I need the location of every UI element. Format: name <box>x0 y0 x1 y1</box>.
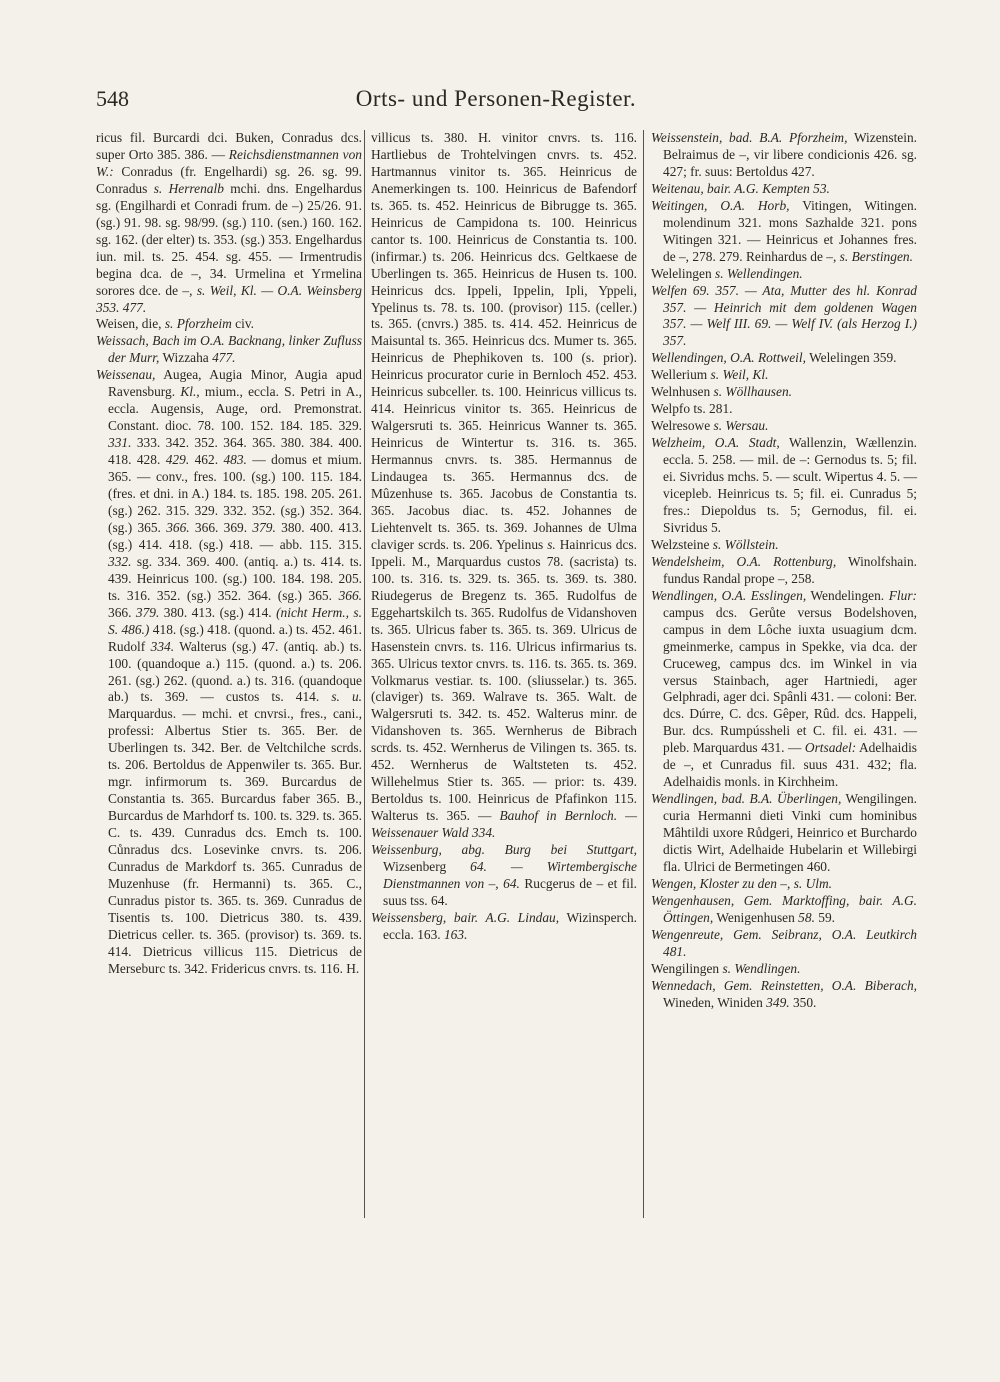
column-rule <box>643 130 644 1218</box>
entry-text: Wizsenberg <box>383 858 471 874</box>
italic-text: (nicht Herm., s. S. 486.) <box>108 604 362 637</box>
italic-text: Ortsadel: <box>804 740 857 756</box>
entry-text: 462. <box>189 452 224 468</box>
index-entry <box>96 333 362 367</box>
index-entry <box>651 537 917 554</box>
entry-text: Winolfshain. fundus Randal prope –, 258. <box>663 553 917 586</box>
entry-text: Rucgerus de – et fil. suus tss. 64. <box>383 875 638 908</box>
entry-text: campus dcs. Gerůte versus Bodelshoven, campus in dem Lôche iuxta usuagium dcm. gmeinmerke, campus in Spekke, via dca. der Cruceweg, campus dcs. im Winkel in via versus Stainbach, ager Hartniedi, ager Gelphradi, ager dci. Spânli 431. — coloni: Ber. dcs. Dúrre, C. dcs. Gêper, Rûd. dcs. Happeli, Bur. dcs. Rumpússheli et C. fil. ei. 431. — pleb. Marquardus 431. — <box>663 604 917 756</box>
index-entry <box>651 266 917 283</box>
italic-text: s. Weil, Kl. <box>710 367 769 383</box>
entry-text: Wineden, Winiden <box>663 994 767 1010</box>
entry-text: Wallenzin, Wællenzin. eccla. 5. 258. — mil. de –: Gernodus ts. 5; fil. ei. Sivridus mchs. 5. — scult. Wipertus 4. 5. — vicepleb. Heinricus ts. 5; fil. ei. Cunradus 5; fres.: Diepoldus ts. 5; Gernodus, fil. ei. Sivridus 5. <box>663 435 917 535</box>
index-entry <box>651 588 917 791</box>
entry-text: Vitingen, Witingen. molendinum 321. mons Sazhalde 321. pons Witingen 321. — Heinricus et Johannes fres. de –, 278. 279. Reinhardus de –, <box>663 197 917 264</box>
italic-text: s. Wellendingen. <box>715 265 803 281</box>
index-column-2 <box>371 130 637 944</box>
italic-text: Wendlingen, O.A. Esslingen, <box>651 587 807 603</box>
index-entry <box>651 791 917 876</box>
italic-text: 366. <box>166 519 190 535</box>
entry-text: villicus ts. 380. H. vinitor cnvrs. ts. 116. Hartliebus de Trohtelvingen cnvrs. ts. 452. Hartmannus vinitor ts. 365. Heinricus de Anemerkingen ts. 100. Heinricus de Bafendorf ts. 365. ts. 452. Heinricus de Bibrugge ts. 365. Heinricus de Campidona ts. 100. Heinricus cantor ts. 100. Heinricus de Constantia ts. 100. (infirmar.) ts. 206. Heinricus dcs. Geltkaese de Uberlingen ts. 365. Heinricus de Husen ts. 100. Heinricus dcs. Ippeli, Ippelin, Ipli, Yppeli, Ypelinus ts. 78. ts. 100. (provisor) 115. (celler.) ts. 365. (cnvrs.) 385. ts. 414. 452. Heinricus de Maisuntal ts. 365. Heinricus dcs. Mumer ts. 365. Heinricus de Phephikoven ts. 100 (s. prior). Heinricus procurator curie in Bernloch 452. 453. Heinricus subceller. ts. 100. Heinricus villicus ts. 414. Heinricus vinitor ts. 365. Heinricus de Walgersruti ts. 365. Heinricus Wanner ts. 365. Heinricus de Wintertur ts. 316. ts. 365. Hermannus cnvrs. ts. 385. Hermannus de Lindaugea ts. 365. Hermannus dcs. de Mûzenhuse ts. 365. Jacobus de Constantia ts. 365. Jacobus diac. ts. 452. Johannes de Liehtenvelt ts. 365. ts. 369. Johannes de Ulma claviger scrds. ts. 206. Ypelinus <box>371 130 637 552</box>
entry-text: 380. 413. (sg.) 414. <box>159 604 277 620</box>
index-entry <box>651 435 917 537</box>
index-entry <box>651 978 917 1012</box>
entry-text: 350. <box>789 994 817 1010</box>
index-entry <box>371 910 637 944</box>
entry-text: Welnhusen <box>651 384 714 400</box>
italic-text: 334. <box>150 638 175 654</box>
entry-text: 418. (sg.) 418. (quond. a.) ts. 452. 461. Rudolf <box>108 621 362 654</box>
italic-text: 331. <box>108 435 132 451</box>
column-rule <box>364 130 365 1218</box>
entry-text: 366. <box>108 604 136 620</box>
italic-text: 379. <box>135 604 160 620</box>
entry-text: Welelingen <box>651 265 715 281</box>
entry-text: Wizzaha <box>159 350 213 366</box>
italic-text: Weissensberg, bair. A.G. Lindau, <box>371 909 560 925</box>
italic-text: 163. <box>443 926 468 942</box>
index-entry <box>651 401 917 418</box>
entry-text: Welelingen 359. <box>805 350 897 366</box>
italic-text: s. Wöllstein. <box>712 536 779 552</box>
italic-text: s. u. <box>331 689 362 705</box>
entry-text: Welresowe <box>651 418 714 434</box>
page-number: 548 <box>96 86 129 111</box>
entry-text: sg. 334. 369. 400. (antiq. a.) ts. 414. ts. 439. Heinricus 100. (sg.) 100. 184. 198. 205. ts. 316. 352. (sg.) 352. 364. (sg.) 365. <box>108 553 362 603</box>
entry-text: ricus fil. Burcardi dci. Buken, Conradus dcs. super Orto 385. 386. — <box>96 130 362 162</box>
italic-text: 477. <box>212 350 236 366</box>
italic-text: s. Wersau. <box>713 418 769 434</box>
entry-text: Welzsteine <box>651 536 713 552</box>
italic-text: Wendlingen, bad. B.A. Überlingen, <box>651 791 842 807</box>
entry-text: Weisen, die, <box>96 316 165 332</box>
italic-text: Weissach, Bach im O.A. Backnang, linker Zufluss der Murr, <box>96 333 362 366</box>
entry-text: Conradus (fr. Engelhardi) sg. 26. sg. 99. Conradus <box>96 163 362 196</box>
italic-text: 429. <box>165 452 190 468</box>
italic-text: Wellendingen, O.A. Rottweil, <box>651 350 806 366</box>
italic-text: Reichsdienstmannen von W.: <box>96 146 363 179</box>
entry-text: 380. 400. 413. (sg.) 414. 418. (sg.) 418. — abb. 115. 315. <box>108 519 363 552</box>
entry-text: Walterus (sg.) 47. (antiq. ab.) ts. 100. (quandoque a.) 115. (quond. a.) ts. 206. 261. (sg.) 262. (quond. a.) ts. 316. (quandoque ab.) ts. 369. — custos ts. 414. <box>108 638 363 705</box>
index-entry <box>651 198 917 266</box>
italic-text: s. Wendlingen. <box>722 960 801 976</box>
italic-text: Wengenreute, Gem. Seibranz, O.A. Leutkirch 481. <box>651 926 917 959</box>
italic-text: Wengen, Kloster zu den –, s. Ulm. <box>651 875 833 891</box>
entry-text: 59. <box>814 909 836 925</box>
entry-text: Wengilingen. curia Hermanni dieti Vinki cum hominibus Mâhtildi uxore Růdgeri, Heinrico et Burchardo dictis Wirt, Adelhaide Hubelarin et Willebirgi fla. Ulrici de Bermetingen 460. <box>663 791 917 874</box>
index-entry <box>371 842 637 910</box>
index-entry <box>651 893 917 927</box>
italic-text: 332. <box>108 553 132 569</box>
entry-text: Hainricus dcs. Ippeli. M., Marquardus custos 78. (sacrista) ts. 100. ts. 316. ts. 329. ts. 365. ts. 369. ts. 380. Riudegerus de Bregenz ts. 365. Rudolfus de Eggehartskilch ts. 365. Rudolfus de Vidanshoven ts. 365. Ulricus faber ts. 365. ts. 369. Ulricus de Hasenstein cnvrs. ts. 116. Ulricus infirmarius ts. 365. Ulricus textor cnvrs. ts. 116. ts. 365. ts. 369. Volkmarus vestiar. ts. 100. (sliusselar.) ts. 365. (claviger) ts. 369. Walrave ts. 365. Walt. de Walgersruti ts. 342. ts. 452. Walterus minr. de Vidanshoven ts. 365. Wernherus de Bibrach scrds. ts. 452. Wernherus de Vilingen ts. 365. ts. 452. Wernherus de Waltsteten ts. 452. Willehelmus Stier ts. 365. — prior: ts. 439. Bertoldus ts. 100. Heinricus de Pfafinkon 115. Walterus ts. 365. — <box>371 536 637 824</box>
index-entry <box>651 283 917 351</box>
entry-text: Wenigenhusen <box>713 909 799 925</box>
page-header <box>96 86 896 120</box>
index-entry <box>96 316 362 333</box>
index-column-1 <box>96 130 362 978</box>
entry-text: Wizenstein. Belraimus de –, vir libere condicionis 426. sg. 427; fr. suus: Bertoldus 427. <box>663 130 917 179</box>
italic-text: Weissenstein, bad. B.A. Pforzheim, <box>651 130 848 145</box>
index-entry-continuation <box>371 130 637 842</box>
index-entry <box>651 384 917 401</box>
italic-text: Weissenburg, abg. Burg bei Stuttgart, <box>371 842 637 858</box>
index-entry <box>651 876 917 893</box>
italic-text: Weitingen, O.A. Horb, <box>651 197 790 213</box>
entry-text: Wizinsperch. eccla. 163. <box>383 909 637 942</box>
running-title: Orts- und Personen-Register. <box>355 86 637 111</box>
italic-text: 58. <box>798 909 815 925</box>
italic-text: 483. <box>223 452 247 468</box>
index-entry <box>651 927 917 961</box>
entry-text: Wengilingen <box>651 960 723 976</box>
italic-text: s. Pforzheim <box>164 316 232 332</box>
italic-text: Flur: <box>888 587 917 603</box>
index-entry <box>96 367 362 977</box>
index-entry <box>651 181 917 198</box>
entry-text: 366. 369. <box>189 519 253 535</box>
index-entry <box>651 350 917 367</box>
italic-text: Wennedach, Gem. Reinstetten, O.A. Biberach, <box>651 977 917 993</box>
italic-text: s. <box>547 536 556 552</box>
entry-text: Augea, Augia Minor, Augia apud Ravensburg. <box>108 367 362 400</box>
index-entry <box>651 130 917 181</box>
italic-text: Welzheim, O.A. Stadt, <box>651 435 780 451</box>
index-entry-continuation <box>96 130 362 316</box>
index-entry <box>651 554 917 588</box>
italic-text: Wengenhausen, Gem. Marktoffing, bair. A.G. Öttingen, <box>651 892 917 925</box>
entry-text: mchi. dns. Engelhardus sg. (Engilhardi et Conradi frum. de –) 25/26. 91. (sg.) 91. 98. sg. 98/99. (sg.) 110. (sen.) 160. 162. sg. 162. (der elter) ts. 353. (sg.) 353. Engelhardus iun. mil. ts. 25. 454. sg. 455. — Irmentrudis begina dca. de –, 34. Urmelina et Yrmelina sorores dce. de –, <box>96 180 362 298</box>
entry-text: Wellerium <box>651 367 711 383</box>
entry-text: — domus et mium. 365. — conv., fres. 100. (sg.) 100. 115. 184. (fres. et dni. in A.) 184. ts. 185. 198. 205. 261. (sg.) 262. 315. 329. 332. 352. (sg.) 352. 364. (sg.) 365. <box>108 452 362 535</box>
entry-text: Marquardus. — mchi. et cnvrsi., fres., cani., professi: Albertus Stier ts. 365. Ber. de Uberlingen ts. 342. Ber. de Veltchilche scrds. ts. 206. Bertoldus de Appenwiler ts. 365. Bur. mgr. infirmorum ts. 369. Burcardus de Constantia ts. 365. Burcardus faber 365. B., Burcardus de Marhdorf ts. 100. ts. 329. ts. 365. C. ts. 439. Cunradus dcs. Emch ts. 100. Cůnradus dcs. Losevinke cnvrs. ts. 206. Cunradus de Markdorf ts. 365. Cunradus de Muzenhuse (fr. Hermanni) ts. 365. C., Cunradus pistor ts. 365. ts. 369. Cunradus de Tisentis ts. 100. Dietricus 380. ts. 439. Dietricus celler. ts. 365. (provisor) ts. 369. ts. 414. Dietricus villicus 115. Dietricus de Merseburc ts. 342. Fridericus cnvrs. ts. 116. H. <box>108 706 362 976</box>
entry-text: mium., eccla. S. Petri in A., eccla. Augensis, Auge, ord. Premonstrat. Constant. dioc. 78. 100. 152. 184. 185. 329. <box>108 384 362 434</box>
entry-text: Welpfo ts. 281. <box>651 401 733 417</box>
index-column-3 <box>651 130 917 1012</box>
italic-text: s. Herrenalb <box>153 180 224 196</box>
entry-text: 333. 342. 352. 364. 365. 380. 384. 400. 418. 428. <box>108 435 362 468</box>
italic-text: 379. <box>252 519 276 535</box>
italic-text: s. Berstingen. <box>839 248 913 264</box>
italic-text: 64. — Wirtembergische Dienstmannen von –, 64. <box>383 858 637 891</box>
italic-text: s. Wöllhausen. <box>713 384 792 400</box>
italic-text: 366. <box>338 587 362 603</box>
italic-text: Wendelsheim, O.A. Rottenburg, <box>651 553 837 569</box>
entry-text: Wendelingen. <box>806 587 889 603</box>
italic-text: s. Weil, Kl. — O.A. Weinsberg 353. 477. <box>96 282 362 315</box>
italic-text: Kl., <box>180 384 200 400</box>
index-entry <box>651 367 917 384</box>
italic-text: Weitenau, bair. A.G. Kempten 53. <box>651 180 830 196</box>
italic-text: Welfen 69. 357. — Ata, Mutter des hl. Konrad 357. — Heinrich mit dem goldenen Wagen 357. — Welf III. 69. — Welf IV. (als Herzog I.) 357. <box>651 282 917 349</box>
italic-text: Bauhof in Bernloch. — Weissenauer Wald 334. <box>371 808 637 841</box>
index-entry <box>651 961 917 978</box>
entry-text: civ. <box>231 316 254 332</box>
italic-text: 349. <box>766 994 790 1010</box>
italic-text: Weissenau, <box>96 367 156 383</box>
entry-text: Adelhaidis de –, et Cunradus fil. suus 431. 432; fla. Adelhaidis monls. in Kirchheim. <box>663 740 918 790</box>
index-entry <box>651 418 917 435</box>
